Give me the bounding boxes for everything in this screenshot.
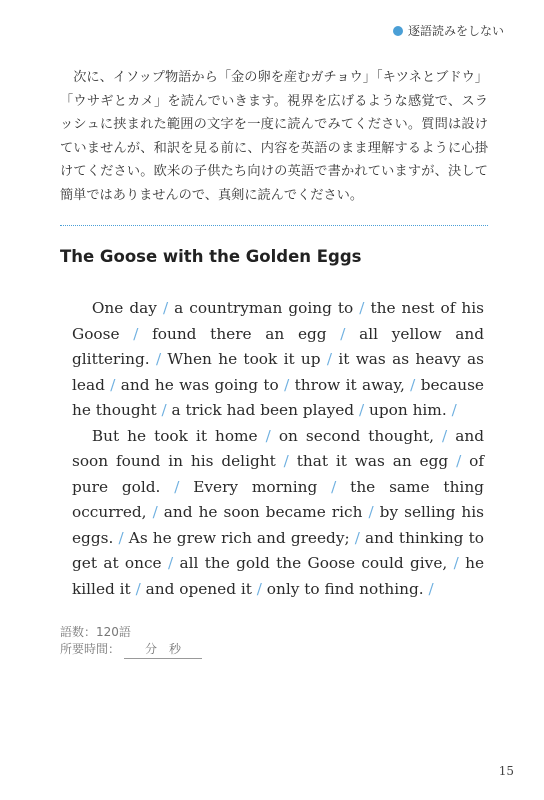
phrase: the nest of his Goose [72, 299, 484, 343]
slash-separator: / [453, 554, 459, 572]
phrase: But he took it home [91, 426, 258, 445]
phrase: of pure gold. [72, 452, 485, 496]
slash-separator: / [283, 452, 289, 470]
page-number: 15 [498, 764, 514, 778]
slash-separator: / [340, 324, 346, 343]
slash-separator: / [442, 426, 448, 445]
slash-separator: / [161, 401, 167, 419]
time-field: 分 秒 [124, 641, 202, 659]
intro-paragraph: 次に、イソップ物語から「金の卵を産むガチョウ」「キツネとブドウ」「ウサギとカメ」を読んでいきます。視界を広げるような感覚で、スラッシュに挟まれた範囲の文字を一度に読んでみてください。質問は設けていませんが、和訳を見る前に、内容を英語のまま理解するように心掛けてください。欧米の子供たち向けの英語で書かれていますが、決して簡単ではありませんので、真剣に読んでください。 [60, 70, 488, 203]
slash-separator: / [256, 579, 262, 598]
phrase: and he soon became rich [163, 503, 363, 521]
slash-separator: / [428, 579, 434, 598]
phrase: and opened it [145, 579, 252, 598]
slash-separator: / [110, 375, 116, 394]
word-count: 語数：120語 [60, 625, 131, 639]
slash-separator: / [174, 477, 180, 496]
phrase: and soon found in his delight [72, 426, 484, 470]
slash-separator: / [162, 299, 169, 317]
slash-separator: / [265, 426, 271, 445]
phrase: and thinking to get at once [72, 528, 484, 572]
reading-stats [60, 624, 202, 659]
phrase: Every morning [193, 477, 318, 496]
phrase: on second thought, [278, 426, 434, 445]
slash-separator: / [155, 350, 162, 368]
phrase: and he was going to [120, 375, 279, 394]
phrase: because he thought [72, 375, 484, 419]
phrase: he killed it [72, 554, 484, 598]
slash-separator: / [152, 503, 158, 521]
phrase: it was as heavy as lead [72, 350, 484, 394]
phrase: only to find nothing. [266, 579, 424, 598]
phrase: upon him. [369, 401, 447, 419]
slash-separator: / [410, 375, 416, 394]
slash-separator: / [358, 401, 365, 419]
dotted-divider [60, 225, 488, 226]
bullet-dot-icon [393, 26, 403, 36]
slash-separator: / [118, 528, 124, 547]
story-paragraph [72, 296, 484, 424]
phrase: When he took it up [167, 350, 321, 368]
phrase: throw it away, [294, 375, 405, 394]
story-body [72, 296, 484, 602]
slash-separator: / [456, 452, 462, 470]
slash-separator: / [135, 579, 141, 598]
slash-separator: / [354, 528, 360, 547]
phrase: all the gold the Goose could give, [179, 554, 448, 572]
story-paragraph [72, 424, 484, 603]
phrase: As he grew rich and greedy; [128, 528, 350, 547]
story-title: The Goose with the Golden Eggs [60, 247, 362, 266]
phrase: a trick had been played [171, 401, 355, 419]
phrase: found there an egg [152, 324, 327, 343]
phrase: a countryman going to [174, 299, 354, 317]
slash-separator: / [133, 324, 139, 343]
slash-separator: / [284, 375, 290, 394]
phrase: One day [91, 299, 157, 317]
phrase: that it was an egg [296, 452, 449, 470]
phrase: by selling his eggs. [72, 503, 484, 547]
section-label: 逐語読みをしない [407, 24, 504, 38]
phrase: the same thing occurred, [72, 477, 484, 521]
slash-separator: / [368, 503, 374, 521]
slash-separator: / [167, 554, 174, 572]
phrase: all yellow and glittering. [72, 324, 484, 368]
slash-separator: / [331, 477, 337, 496]
slash-separator: / [359, 299, 365, 317]
time-label: 所要時間： [60, 642, 121, 656]
section-header [393, 22, 504, 39]
slash-separator: / [451, 401, 457, 419]
slash-separator: / [326, 350, 333, 368]
